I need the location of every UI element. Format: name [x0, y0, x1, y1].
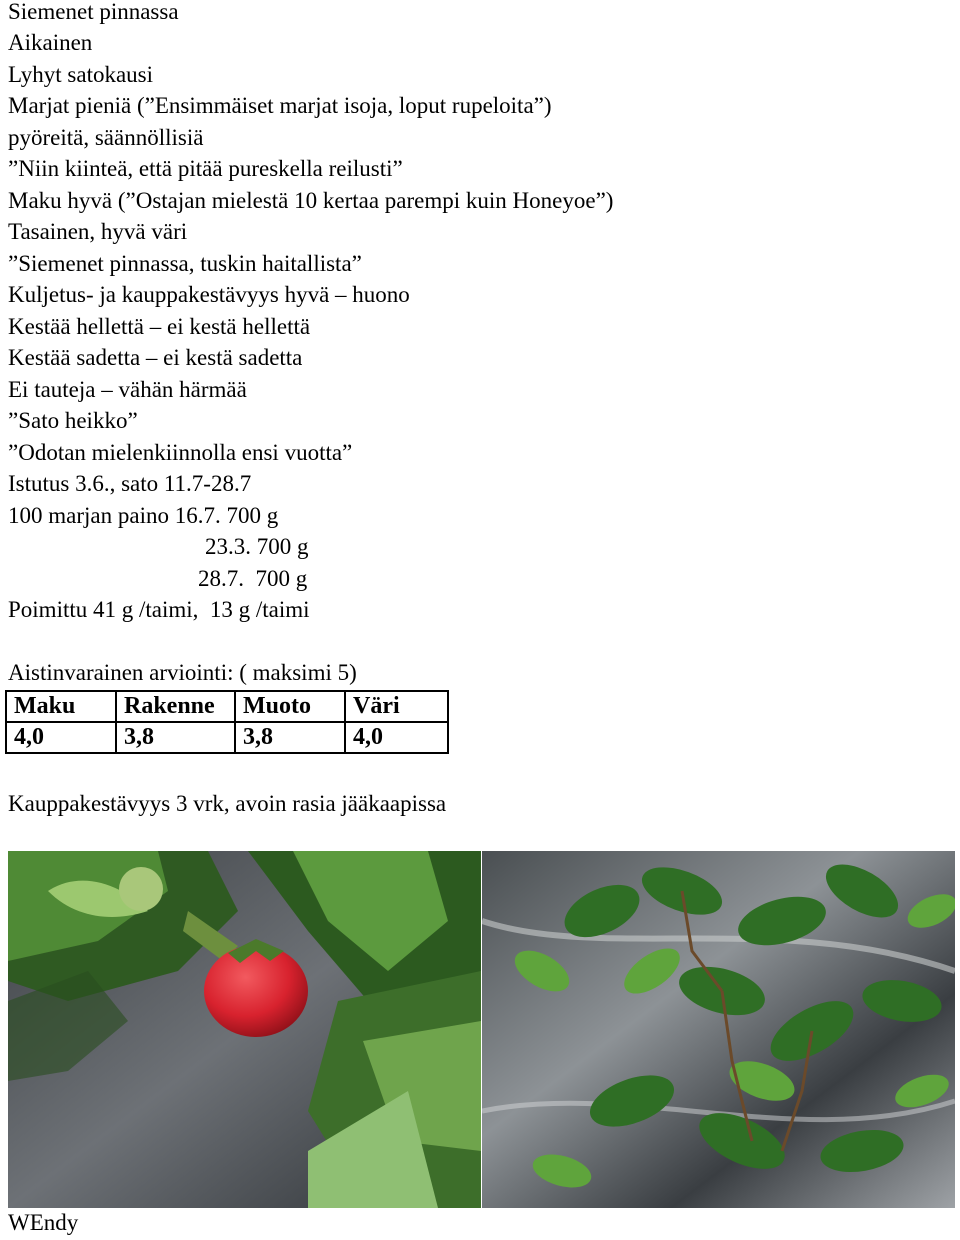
note-line: Kuljetus- ja kauppakestävyys hyvä – huono: [8, 282, 410, 307]
table-cell: 3,8: [235, 722, 345, 753]
note-line: Marjat pieniä (”Ensimmäiset marjat isoja, loput rupeloita”): [8, 93, 552, 118]
table-header-cell: Rakenne: [116, 691, 235, 722]
note-line: Siemenet pinnassa: [8, 0, 179, 24]
note-line: Poimittu 41 g /taimi, 13 g /taimi: [8, 597, 310, 622]
note-line: ”Niin kiinteä, että pitää pureskella reilusti”: [8, 156, 403, 181]
note-line: ”Siemenet pinnassa, tuskin haitallista”: [8, 251, 362, 276]
note-line: Ei tauteja – vähän härmää: [8, 377, 247, 402]
note-line: Istutus 3.6., sato 11.7-28.7: [8, 471, 252, 496]
note-line: Aikainen: [8, 30, 93, 55]
table-row: [6, 722, 448, 753]
note-line: Kestää sadetta – ei kestä sadetta: [8, 345, 303, 370]
evaluation-heading: Aistinvarainen arviointi: ( maksimi 5): [8, 660, 357, 685]
note-line: Kestää hellettä – ei kestä hellettä: [8, 314, 311, 339]
strawberry-fruit-photo: [8, 851, 481, 1208]
note-line: Maku hyvä (”Ostajan mielestä 10 kertaa parempi kuin Honeyoe”): [8, 188, 614, 213]
evaluation-table: [5, 690, 449, 754]
note-line: 28.7. 700 g: [198, 566, 308, 591]
note-line: pyöreitä, säännöllisiä: [8, 125, 204, 150]
table-header-cell: Väri: [345, 691, 448, 722]
note-line: Lyhyt satokausi: [8, 62, 154, 87]
note-line: ”Sato heikko”: [8, 408, 138, 433]
note-line: 23.3. 700 g: [205, 534, 309, 559]
footer-signature: WEndy: [8, 1210, 79, 1235]
note-line: ”Odotan mielenkiinnolla ensi vuotta”: [8, 440, 353, 465]
table-header-row: [6, 691, 448, 722]
table-cell: 4,0: [345, 722, 448, 753]
strawberry-plants-photo: [482, 851, 955, 1208]
note-line: Tasainen, hyvä väri: [8, 219, 188, 244]
table-cell: 3,8: [116, 722, 235, 753]
table-header-cell: Muoto: [235, 691, 345, 722]
shelf-life-note: Kauppakestävyys 3 vrk, avoin rasia jääkaapissa: [8, 791, 447, 816]
note-line: 100 marjan paino 16.7. 700 g: [8, 503, 279, 528]
table-header-cell: Maku: [6, 691, 116, 722]
table-cell: 4,0: [6, 722, 116, 753]
